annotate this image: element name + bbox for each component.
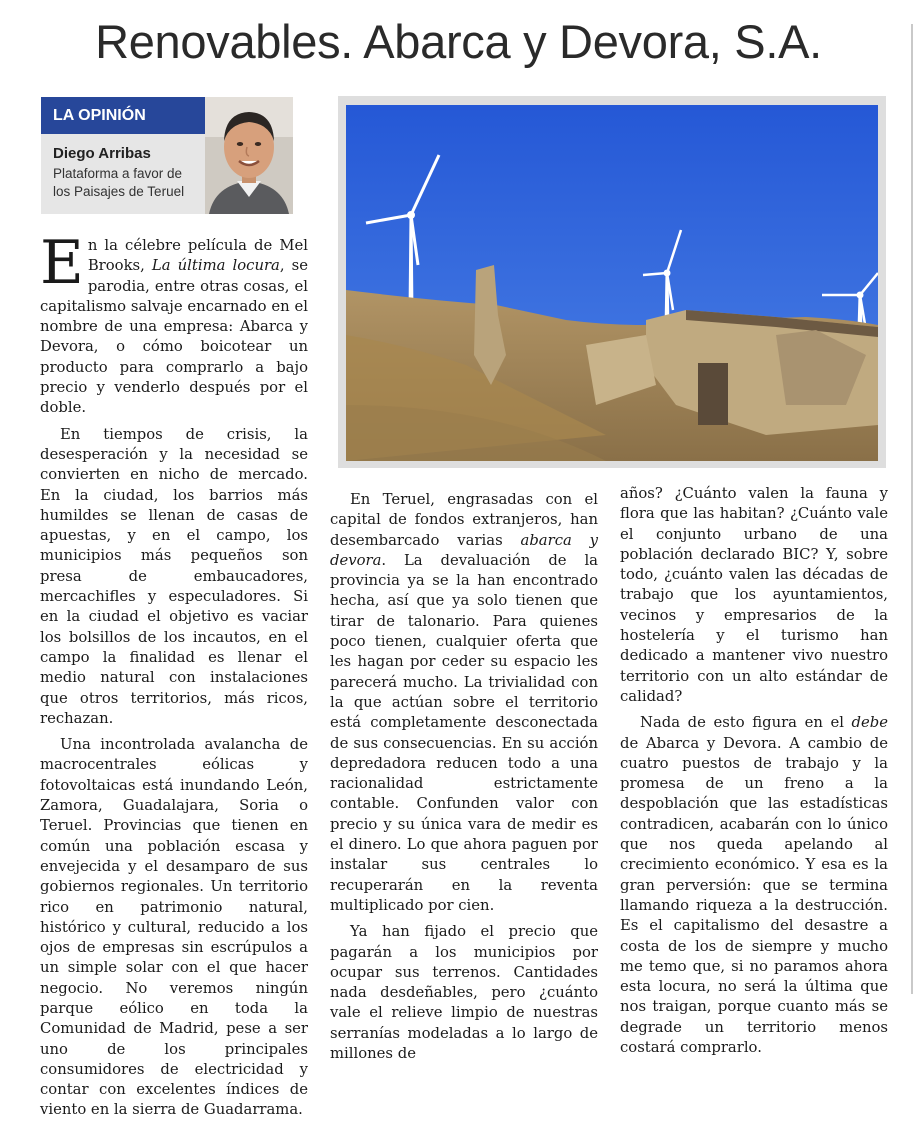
author-name: Diego Arribas	[53, 145, 151, 162]
photo-frame	[338, 96, 886, 468]
paragraph: años? ¿Cuánto valen la fauna y flora que las habitan? ¿Cuánto vale el conjunto urbano de una población declarado BIC? Y, sobre todo, ¿cuánto valen las décadas de trabajo que los ayuntamientos, vecinos y empresarios de la hostelería y el turismo han dedicado a mantener vivo nuestro territorio con un alto estándar de calidad?	[620, 485, 888, 705]
paragraph: Una incontrolada avalancha de macrocentrales eólicas y fotovoltaicas está inundando León, Zamora, Guadalajara, Soria o Teruel. Provincias que tienen en común una población escasa y envejecida y el desamparo de sus gobiernos regionales. Un territorio rico en patrimonio natural, histórico y cultural, reducido a los ojos de empresas sin escrúpulos a un simple solar con el que hacer negocio. No veremos ningún parque eólico en toda la Comunidad de Madrid, pese a ser uno de los principales consumidores de electricidad y contar con excelentes índices de viento en la sierra de Guadarrama.	[40, 736, 308, 1119]
paragraph	[620, 713, 888, 1058]
film-title: La última locura	[151, 257, 280, 275]
author-portrait-icon	[205, 97, 293, 214]
paragraph	[40, 228, 309, 419]
text-run: , se parodia, entre otras cosas, el capitalismo salvaje encarnado en el nombre de una empresa: Abarca y Devora, o cómo boicotear un producto para comprarlo a bajo precio y venderlo después por el doble.	[40, 257, 309, 417]
drop-cap: E	[40, 228, 84, 298]
article-column-1	[40, 228, 309, 1121]
paragraph: En tiempos de crisis, la desesperación y la necesidad se convierten en nicho de mercado. En la ciudad, los barrios más humildes se llenan de casas de apuestas, y en el campo, los municipios más pequeños son presa de embaucadores, mercachifles y especuladores. Si en la ciudad el objetivo es vaciar los bolsillos de los incautos, en el campo la finalidad es llenar el medio natural con instalaciones que otros territorios, más ricos, rechazan.	[40, 425, 308, 727]
emphasis: abarca y devora	[330, 531, 598, 569]
byline-box	[41, 97, 293, 214]
text-run: n la célebre película de Mel Brooks,	[87, 237, 308, 275]
article-column-3	[620, 484, 888, 1058]
headline: Renovables. Abarca y Devora, S.A.	[95, 15, 822, 68]
column-rule	[911, 24, 913, 994]
paragraph: Ya han fijado el precio que pagarán a los municipios por ocupar sus terrenos. Cantidades nada desdeñables, pero ¿cuánto vale el relieve limpio de nuestras serranías modeladas a lo largo de millones de	[330, 923, 598, 1063]
text-run: . La devaluación de la provincia ya se la han encontrado hecha, así que ya solo tienen que tirar de talonario. Para quienes poco tienen, cualquier oferta que les hagan por ceder su espacio les parecerá mucho. La trivialidad con la que actúan sobre el territorio está completamente desconectada de sus consecuencias. En su acción depredadora reducen todo a una racionalidad estrictamente contable. Confunden valor con precio y su única vara de medir es el dinero. Lo que ahora paguen por instalar sus centrales lo recuperarán en la reventa multiplicado por cien.	[330, 551, 598, 914]
emphasis: debe	[851, 714, 888, 732]
author-role: Plataforma a favor de los Paisajes de Teruel	[53, 166, 185, 199]
paragraph	[330, 490, 598, 916]
text-run: Nada de esto figura en el	[640, 714, 852, 732]
article-column-2	[330, 490, 598, 1064]
text-run: En Teruel, engrasadas con el capital de fondos extranjeros, han desembarcado varias	[330, 491, 598, 549]
text-run: de Abarca y Devora. A cambio de cuatro puestos de trabajo y la promesa de un freno a la despoblación que las estadísticas contradicen, acabarán con lo único que nos queda apelando al crecimiento económico. Y esa es la gran perversión: que se termina llamando riqueza a la destrucción. Es el capitalismo del desastre a costa de los de siempre y mucho me temo que, si no paramos ahora esta locura, no será la última que nos traigan, porque cuanto más se degrade un territorio menos costará comprarlo.	[620, 734, 888, 1057]
wind-turbines-photo-icon	[346, 105, 878, 461]
section-label: LA OPINIÓN	[41, 97, 205, 134]
